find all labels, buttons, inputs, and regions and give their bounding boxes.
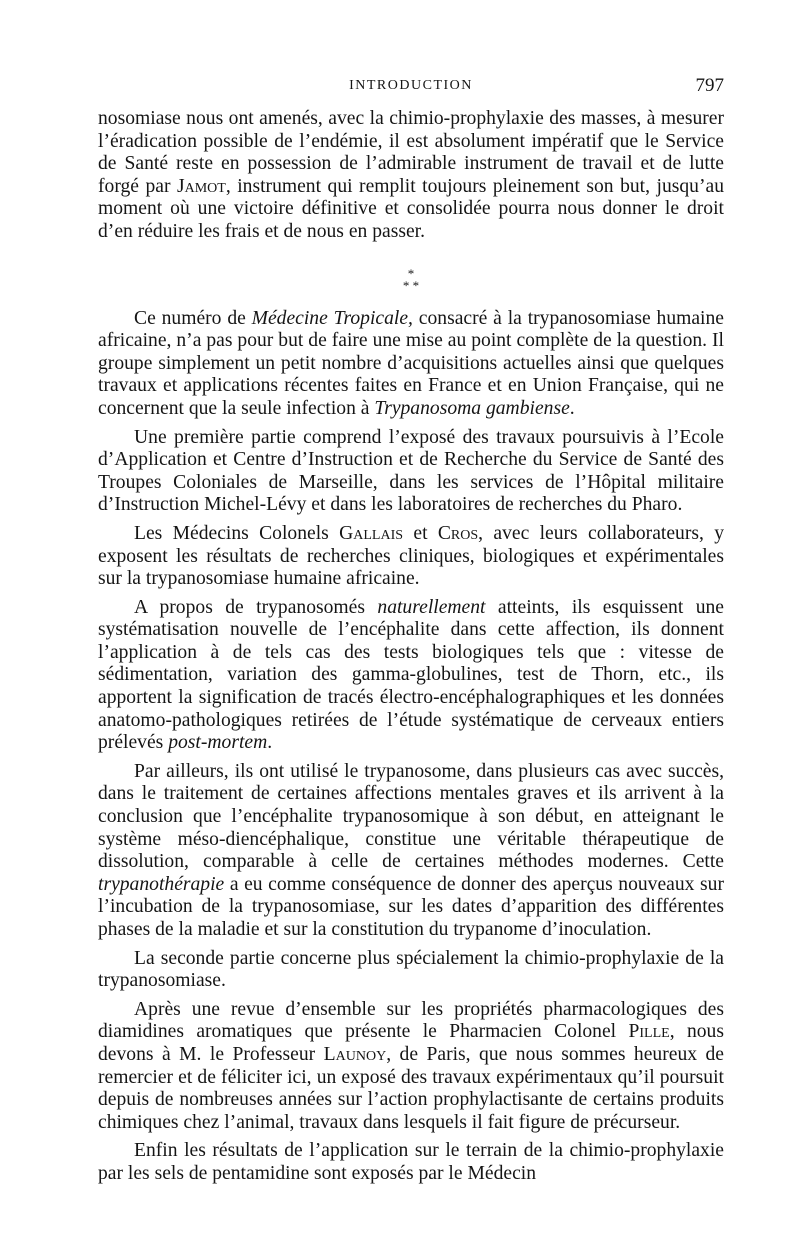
- running-header: [98, 72, 724, 100]
- paragraph-8-text-a: Après une revue d’ensemble sur les propriétés pharmacologiques des diamidines aromatiques que présente le Pharmacien Colonel: [98, 998, 724, 1043]
- paragraph-4-text-b: et: [403, 522, 438, 544]
- paragraph-1: [98, 108, 724, 244]
- paragraph-2-text-c: .: [569, 397, 575, 419]
- section-separator: [98, 265, 724, 293]
- paragraph-7: La seconde partie concerne plus spécialement la chimio-prophylaxie de la trypanosomiase.: [98, 947, 724, 992]
- paragraph-4-text-c: , avec leurs collaborateurs, y exposent les résultats de recherches cliniques, biologiques et expérimentales sur la trypanosomiase humaine africaine.: [98, 522, 724, 590]
- paragraph-6-text-a: Par ailleurs, ils ont utilisé le trypanosome, dans plusieurs cas avec succès, dans le traitement de certaines affections mentales graves et ils arrivent à la conclusion que l’encéphalite trypanosomique à son début, en atteignant le système méso-diencéphalique, constitue une véritable thérapeutique de dissolution, comparable à celle de certaines méthodes modernes. Cette: [98, 760, 724, 873]
- emphasis-trypanotherapie: trypanothérapie: [98, 873, 225, 895]
- species-name: Trypanosoma gambiense: [374, 397, 570, 419]
- paragraph-2-text-b: consacré à la trypanosomiase humaine africaine, n’a pas pour but de faire une mise au point complète de la question. Il groupe simplement un petit nombre d’acquisitions actuelles ainsi que quelques travaux et applications récentes faites en France et en Union Française, qui ne concernent que la seule infection à: [98, 307, 724, 419]
- paragraph-1-text-b: , instrument qui remplit toujours pleinement son but, jusqu’au moment où une victoire définitive et consolidée pourra nous donner le droit d’en réduire les frais et de nous en passer.: [98, 175, 724, 242]
- paragraph-3: Une première partie comprend l’exposé des travaux poursuivis à l’Ecole d’Application et Centre d’Instruction et de Recherche du Service de Santé des Troupes Coloniales de Marseille, dans les services de l’Hôpital militaire d’Instruction Michel-Lévy et dans les laboratoires de recherches du Pharo.: [98, 426, 724, 516]
- running-title: INTRODUCTION: [349, 78, 473, 93]
- paragraph-8-text-b: , nous devons à M. le Professeur: [98, 1021, 724, 1065]
- paragraph-4-text-a: Les Médecins Colonels: [134, 522, 340, 544]
- paragraph-9: Enfin les résultats de l’application sur le terrain de la chimio-prophylaxie par les sels de pentamidine sont exposés par le Médecin: [98, 1140, 724, 1184]
- paragraph-1-text-a: nosomiase nous ont amenés, avec la chimio-prophylaxie des masses, à mesurer l’éradication possible de l’endémie, il est absolument impératif que le Service de Santé reste en possession de l’admirable instrument de travail et de lutte forgé par: [98, 108, 724, 197]
- paragraph-6-text-b: a eu comme conséquence de donner des aperçus nouveaux sur l’incubation de la trypanosomiase, sur les dates d’apparition des différentes phases de la maladie et sur la constitution du trypanome d’inoculation.: [98, 873, 724, 940]
- emphasis-post-mortem: post-mortem: [168, 732, 268, 754]
- paragraph-2-text-a: Ce numéro de: [134, 307, 252, 329]
- author-name-cros: Cros: [437, 522, 479, 544]
- paragraph-8: [98, 999, 724, 1135]
- paragraph-8-text-c: , de Paris, que nous sommes heureux de remercier et de féliciter ici, un exposé des travaux expérimentaux qu’il poursuit depuis de nombreuses années sur l’action prophylactisante de certains produits chimiques chez l’animal, travaux dans lesquels il fait figure de précurseur.: [98, 1043, 724, 1133]
- journal-title: Médecine Tropicale,: [251, 307, 413, 329]
- paragraph-6: [98, 761, 724, 942]
- author-name-jamot: Jamot: [176, 175, 226, 197]
- paragraph-5-text-b: atteints, ils esquissent une systématisation nouvelle de l’encéphalite dans cette affection, ils donnent l’application à de tels cas des tests biologiques tels que : vitesse de sédimentation, variation des gamma-globulines, test de Thorn, etc., ils apportent la signification de tracés électro-encéphalographiques et les données anatomo-pathologiques retirées de l’étude systématique de cerveaux entiers prélevés: [98, 596, 724, 754]
- separator-asterisk-top: *: [407, 265, 415, 281]
- paragraph-2: [98, 308, 724, 421]
- emphasis-naturellement: naturellement: [377, 596, 486, 618]
- page-number: 797: [695, 75, 724, 96]
- body-text: [98, 108, 724, 1186]
- paragraph-5-text-c: .: [267, 732, 273, 754]
- author-name-gallais: Gallais: [339, 522, 404, 544]
- paragraph-5: [98, 597, 724, 755]
- paragraph-4: [98, 523, 724, 591]
- paragraph-5-text-a: A propos de trypanosomés: [134, 596, 378, 618]
- author-name-launoy: Launoy: [323, 1043, 387, 1065]
- separator-asterisk-bottom: * *: [402, 277, 420, 293]
- author-name-pille: Pille: [628, 1021, 670, 1043]
